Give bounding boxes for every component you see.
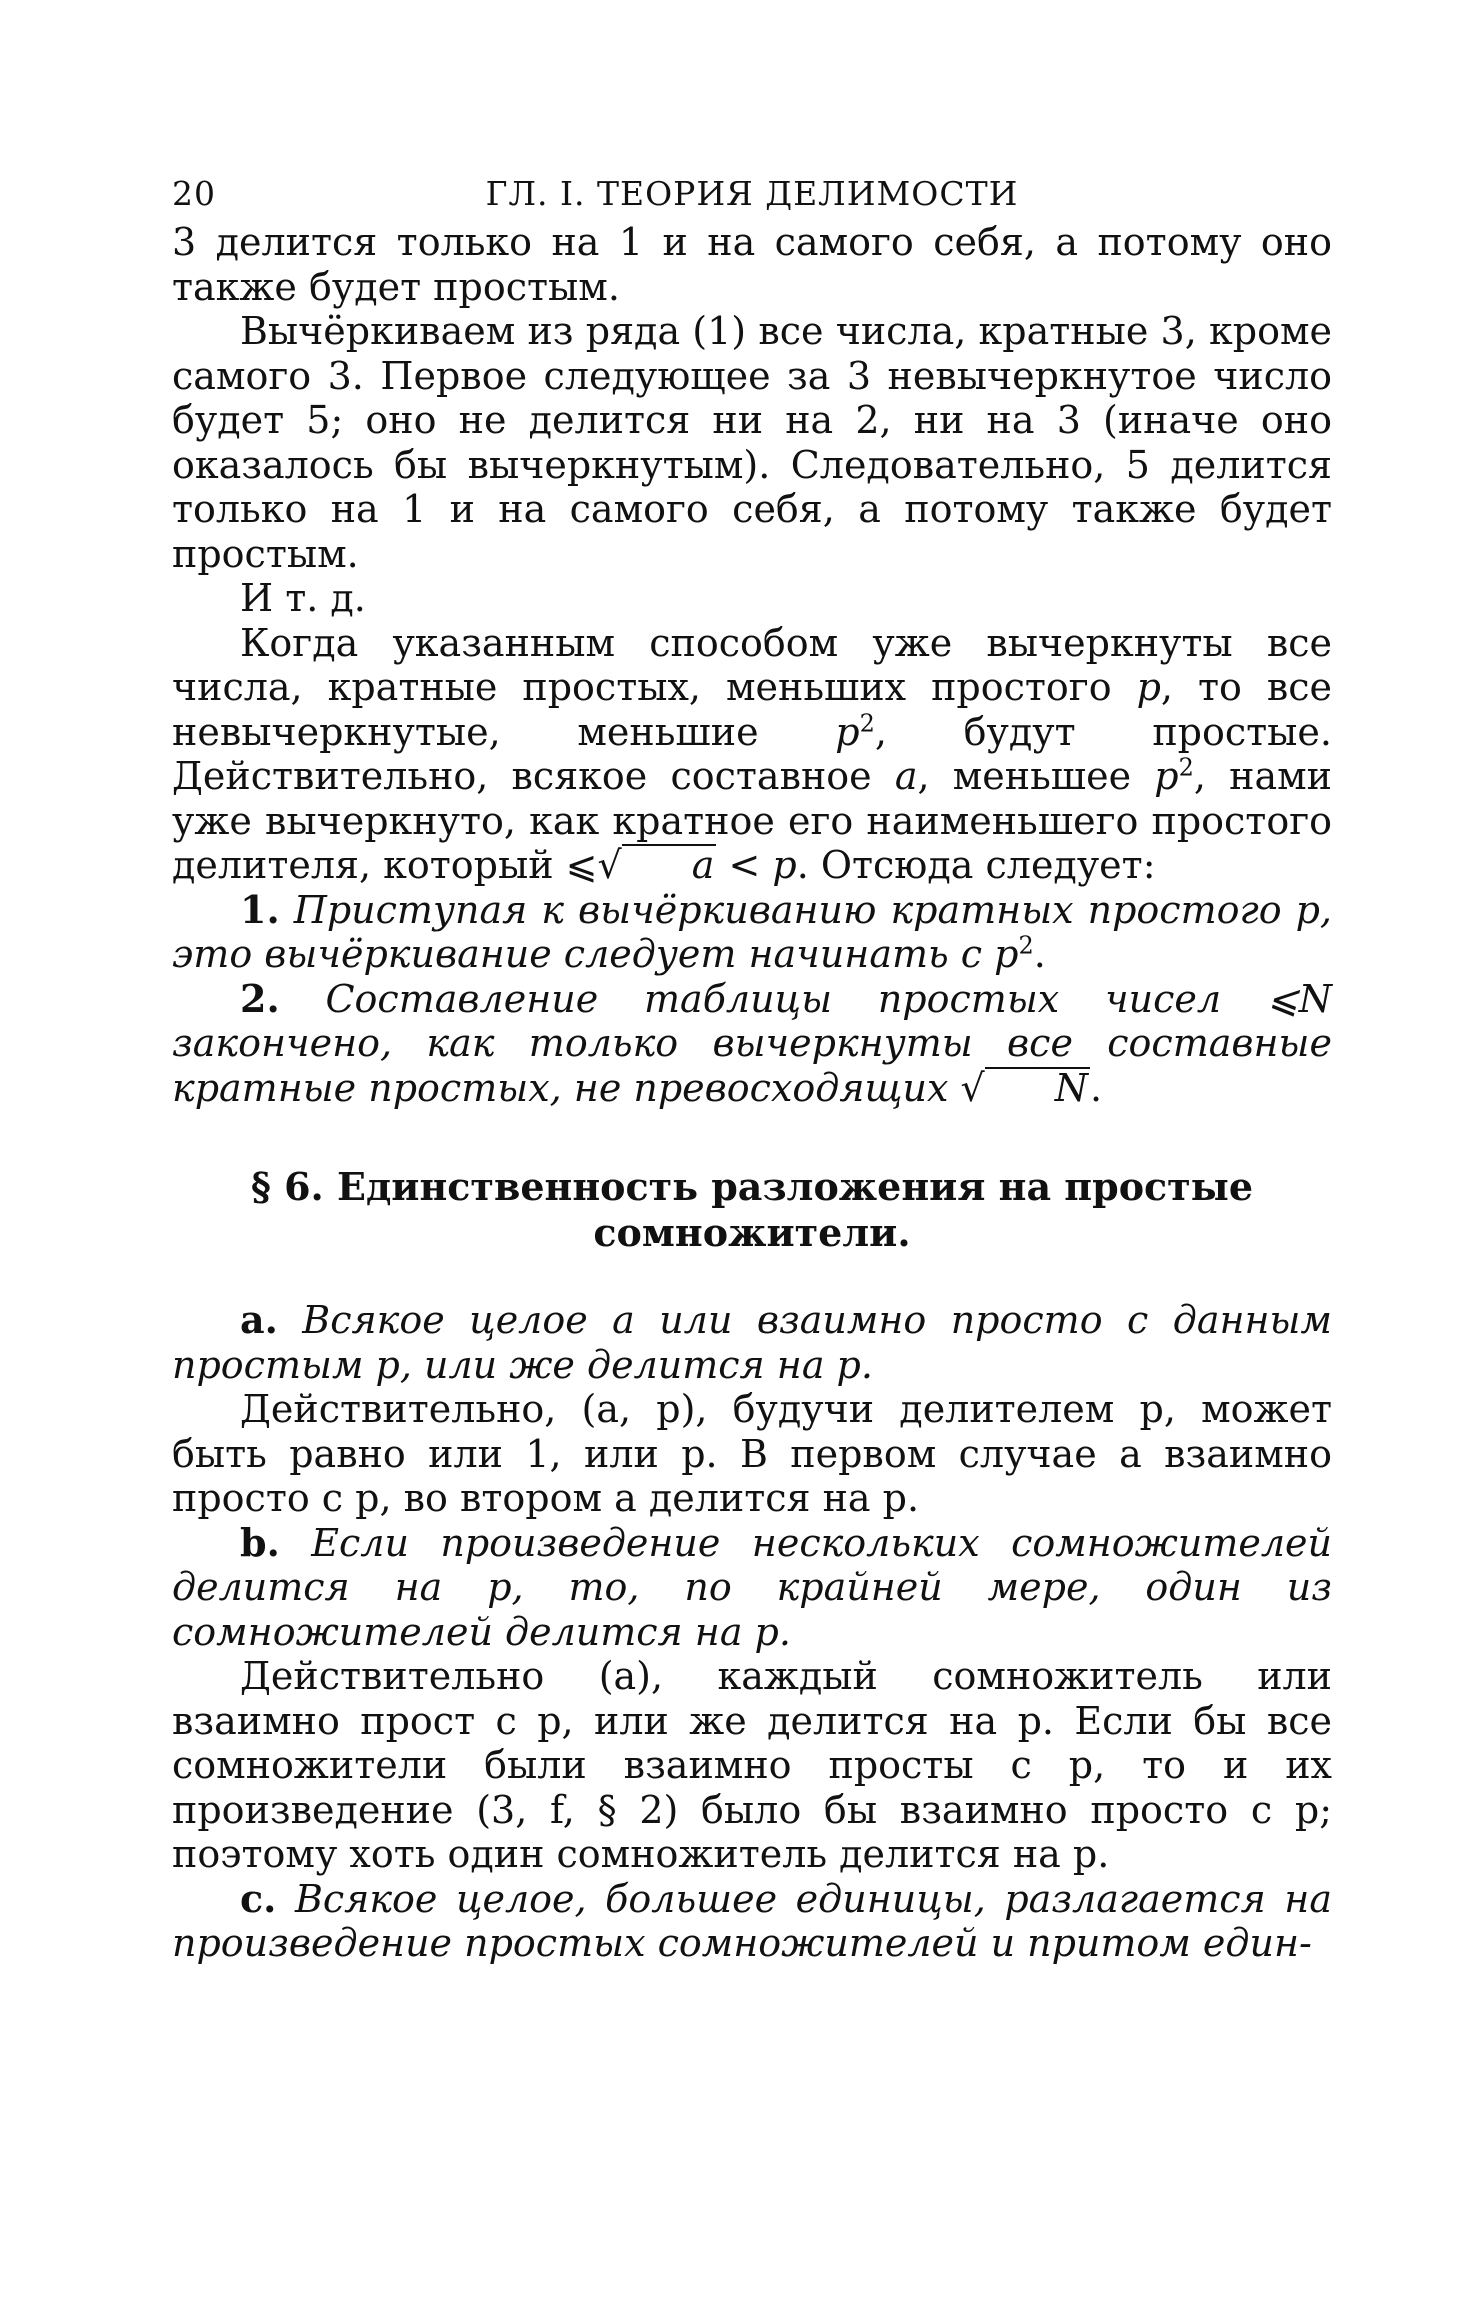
running-header bbox=[172, 160, 1332, 220]
running-title: ГЛ. I. ТЕОРИЯ ДЕЛИМОСТИ bbox=[485, 174, 1019, 213]
statement-b: b. Если произведение нескольких сомножителей делится на p, то, по крайней мере, один из сомножителей делится на p. bbox=[172, 1519, 1332, 1654]
statement-c: c. Всякое целое, большее единицы, разлагается на произведение простых сомножителей и притом един- bbox=[172, 1875, 1332, 1965]
paragraph-sieve-justification: Когда указанным способом уже вычеркнуты все числа, кратные простых, меньших простого p, то все невычеркнутые, меньшие $p^2$, будут простые. Действительно, всякое составное a, меньшее $p^2$, нами уже вычеркнуто, как кратное его наименьшего простого делителя, который ⩽√ a < p. Отсюда следует: bbox=[172, 620, 1332, 887]
statement-a: a. Всякое целое a или взаимно просто с данным простым p, или же делится на p. bbox=[172, 1297, 1332, 1387]
paragraph-etc: И т. д. bbox=[240, 576, 366, 620]
proof-a: Действительно, (a, p), будучи делителем p, может быть равно или 1, или p. В первом случае a взаимно просто с p, во втором a делится на p. bbox=[172, 1387, 1332, 1520]
rule-1: 1. Приступая к вычёркиванию кратных простого p, это вычёркивание следует начинать с $p^2$. bbox=[172, 886, 1332, 976]
paragraph-sieve-step: Вычёркиваем из ряда (1) все числа, кратные 3, кроме самого 3. Первое следующее за 3 невычеркнутое число будет 5; оно не делится ни на 2, ни на 3 (иначе оно оказалось бы вычеркнутым). Следовательно, 5 делится только на 1 и на самого себя, а потому также будет простым. bbox=[172, 309, 1332, 576]
section-heading: § 6. Единственность разложения на простые сомножители. bbox=[250, 1164, 1253, 1255]
proof-b: Действительно (a), каждый сомножитель или взаимно прост с p, или же делится на p. Если бы все сомножители были взаимно просты с p, то и их произведение (3, f, § 2) было бы взаимно просто с p; поэтому хоть один сомножитель делится на p. bbox=[172, 1654, 1332, 1876]
paragraph-continuation: 3 делится только на 1 и на самого себя, а потому оно также будет простым. bbox=[172, 220, 1332, 309]
page-number: 20 bbox=[172, 174, 216, 213]
book-page bbox=[172, 160, 1332, 1966]
rule-2: 2. Составление таблицы простых чисел ⩽N закончено, как только вычеркнуты все составные кратные простых, не превосходящих √ N. bbox=[172, 975, 1332, 1110]
